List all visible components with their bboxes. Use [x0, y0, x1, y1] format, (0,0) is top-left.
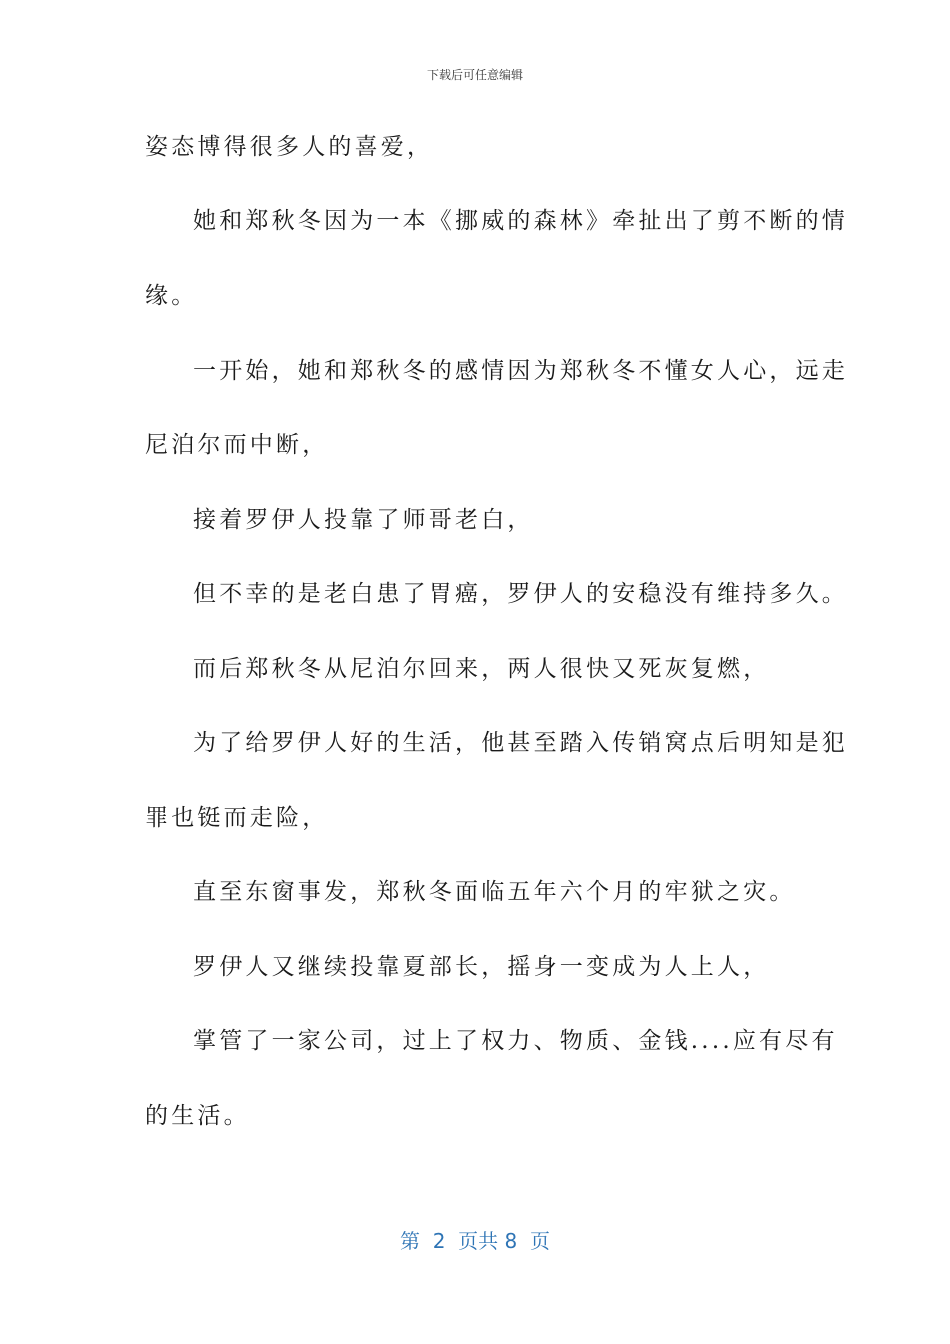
text-line: 直至东窗事发，郑秋冬面临五年六个月的牢狱之灾。 [193, 879, 796, 905]
text-line: 为了给罗伊人好的生活，他甚至踏入传销窝点后明知是犯 [193, 730, 848, 756]
text-line: 一开始，她和郑秋冬的感情因为郑秋冬不懂女人心，远走 [193, 358, 848, 384]
text-line: 但不幸的是老白患了胃癌，罗伊人的安稳没有维持多久。 [193, 581, 848, 607]
text-line: 接着罗伊人投靠了师哥老白， [193, 507, 534, 533]
page-header: 下载后可任意编辑 [426, 68, 523, 82]
text-line: 她和郑秋冬因为一本《挪威的森林》牵扯出了剪不断的情 [193, 208, 848, 234]
text-line: 罪也铤而走险， [145, 805, 329, 831]
text-line: 而后郑秋冬从尼泊尔回来，两人很快又死灰复燃， [193, 656, 770, 682]
text-line: 的生活。 [145, 1103, 250, 1129]
text-line: 罗伊人又继续投靠夏部长，摇身一变成为人上人， [193, 954, 770, 980]
text-line: 尼泊尔而中断， [145, 432, 329, 458]
text-line: 掌管了一家公司，过上了权力、物质、金钱....应有尽有 [193, 1028, 838, 1054]
page-number-footer: 第 2 页共 8 页 [400, 1229, 550, 1253]
text-line: 姿态博得很多人的喜爱， [145, 134, 434, 160]
text-line: 缘。 [145, 283, 198, 309]
